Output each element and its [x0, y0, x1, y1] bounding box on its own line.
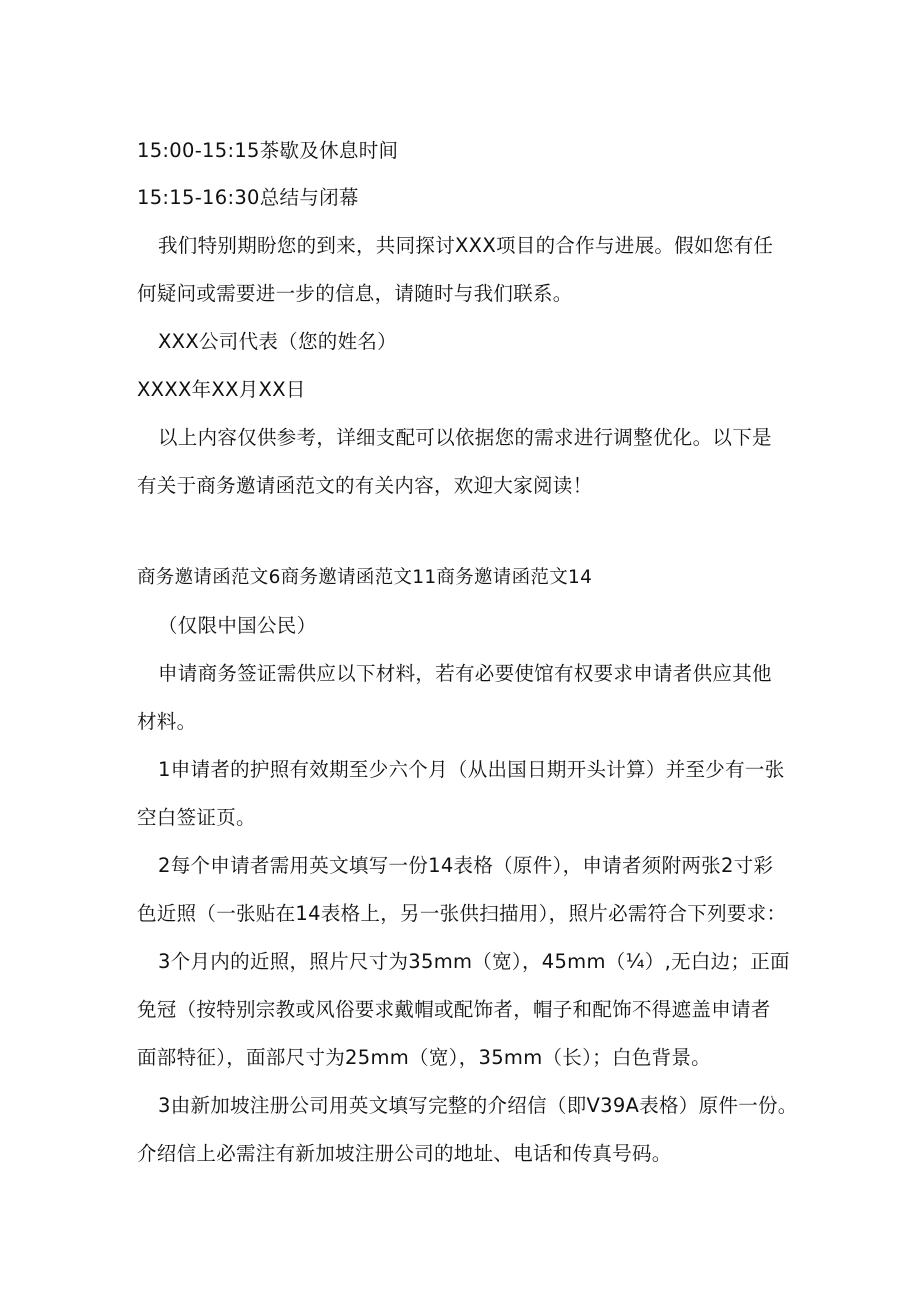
requirement-line: 免冠（按特别宗教或风俗要求戴帽或配饰者，帽子和配饰不得遮盖申请者: [137, 998, 771, 1021]
requirement-line: 空白签证页。: [137, 806, 256, 829]
date-line: XXXX年XX月XX日: [137, 378, 306, 401]
note-paragraph-line: 以上内容仅供参考，详细支配可以依据您的需求进行调整优化。以下是: [158, 426, 772, 449]
closing-paragraph-line: 何疑问或需要进一步的信息，请随时与我们联系。: [137, 282, 573, 305]
requirement-line: 2每个申请者需用英文填写一份14表格（原件），申请者须附两张2寸彩: [158, 854, 774, 877]
requirement-line: 面部特征），面部尺寸为25mm（宽），35mm（长）；白色背景。: [137, 1046, 711, 1069]
closing-paragraph-line: 我们特别期盼您的到来，共同探讨XXX项目的合作与进展。假如您有任: [158, 234, 774, 257]
schedule-item-tea-break: 15:00-15:15茶歇及休息时间: [137, 139, 399, 162]
requirement-line: 1申请者的护照有效期至少六个月（从出国日期开头计算）并至少有一张: [158, 758, 785, 781]
requirement-line: 色近照（一张贴在14表格上，另一张供扫描用），照片必需符合下列要求：: [137, 902, 787, 925]
section-subtitle: （仅限中国公民）: [158, 614, 317, 637]
schedule-item-closing: 15:15-16:30总结与闭幕: [137, 186, 359, 209]
signature-line: XXX公司代表（您的姓名）: [158, 330, 397, 353]
requirement-line: 介绍信上必需注有新加坡注册公司的地址、电话和传真号码。: [137, 1142, 672, 1165]
intro-paragraph-line: 材料。: [137, 710, 197, 733]
requirement-line: 3由新加坡注册公司用英文填写完整的介绍信（即V39A表格）原件一份。: [158, 1094, 798, 1117]
section-title: 商务邀请函范文6商务邀请函范文11商务邀请函范文14: [137, 567, 593, 588]
intro-paragraph-line: 申请商务签证需供应以下材料，若有必要使馆有权要求申请者供应其他: [158, 662, 772, 685]
requirement-line: 3个月内的近照，照片尺寸为35mm（宽），45mm（¼）,无白边；正面: [158, 950, 790, 973]
note-paragraph-line: 有关于商务邀请函范文的有关内容，欢迎大家阅读！: [137, 474, 593, 497]
